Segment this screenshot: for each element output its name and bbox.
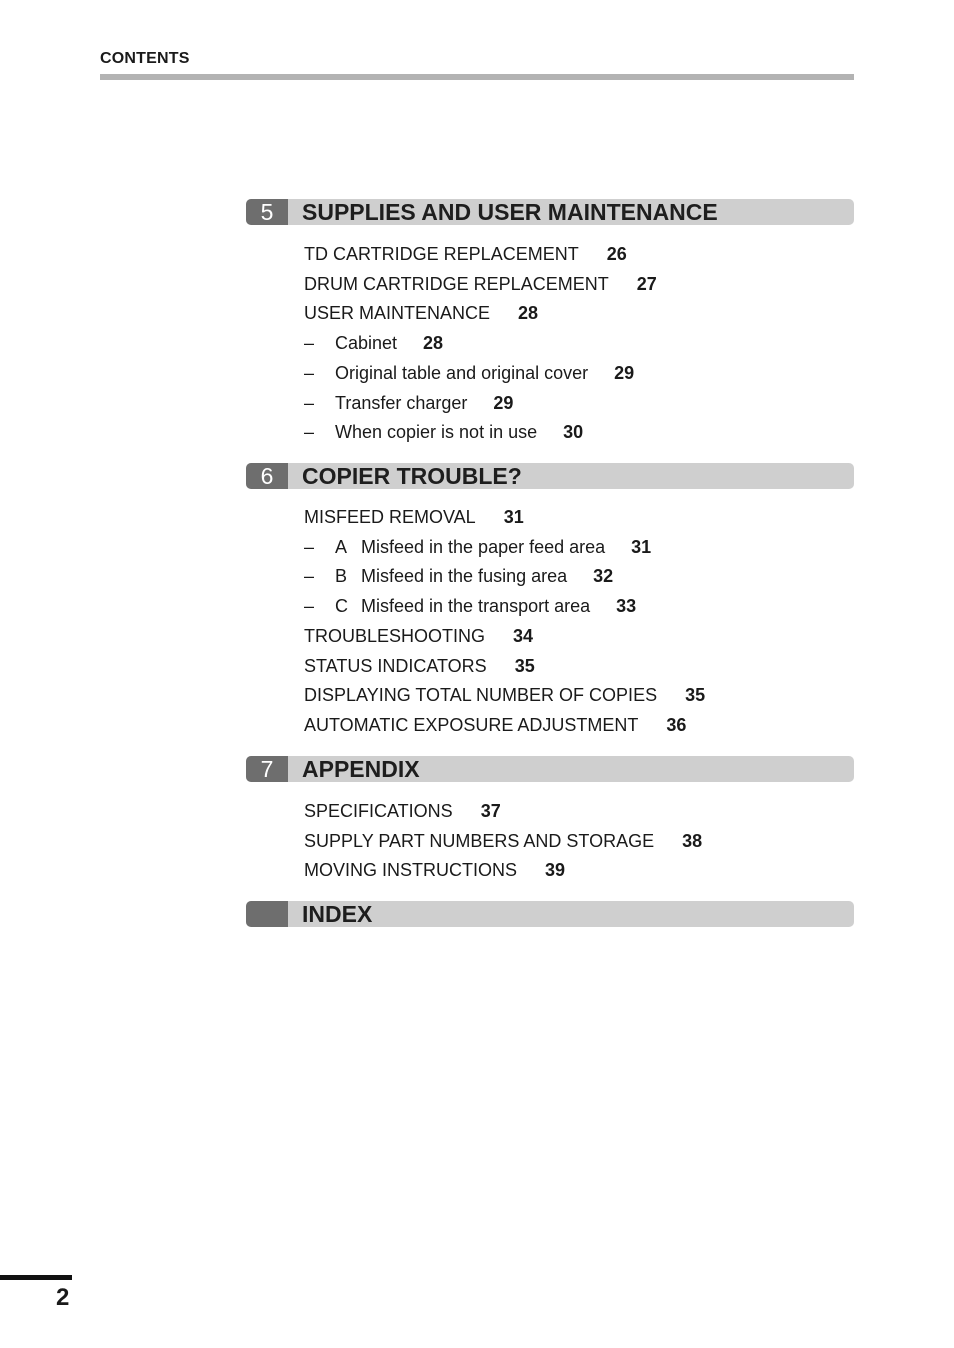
header-rule (100, 74, 854, 80)
toc-entry[interactable] (304, 362, 634, 384)
entry-page-number: 28 (518, 303, 539, 324)
entry-page-number: 31 (631, 536, 652, 557)
toc-entry[interactable] (304, 243, 627, 265)
entry-title: DRUM CARTRIDGE REPLACEMENT (304, 273, 609, 294)
running-header-label: CONTENTS (100, 50, 190, 67)
entry-dash: – (304, 362, 315, 383)
entry-page-number: 29 (493, 392, 514, 413)
entry-dash: – (304, 392, 315, 413)
toc-entry[interactable] (304, 800, 501, 822)
entry-page-number: 26 (606, 244, 627, 264)
entry-letter: C (335, 596, 348, 617)
section-number: 6 (246, 463, 288, 489)
entry-title: MOVING INSTRUCTIONS (304, 860, 518, 881)
section-number (246, 901, 288, 927)
entry-title: SUPPLY PART NUMBERS AND STORAGE (304, 830, 655, 851)
footer-rule (0, 1275, 72, 1280)
section-header-bar (246, 756, 854, 782)
entry-letter: B (335, 566, 348, 587)
entry-title: DISPLAYING TOTAL NUMBER OF COPIES (304, 685, 658, 706)
section-title: COPIER TROUBLE? (302, 463, 522, 489)
entry-page-number: 29 (614, 362, 635, 383)
entry-title: MISFEED REMOVAL (304, 507, 476, 527)
toc-entry[interactable] (304, 830, 702, 852)
toc-entry[interactable] (304, 332, 443, 354)
page-number: 2 (56, 1284, 70, 1311)
toc-entry[interactable] (304, 714, 686, 736)
section-number: 7 (246, 756, 288, 782)
entry-title: USER MAINTENANCE (304, 303, 491, 324)
entry-dash: – (304, 422, 315, 443)
entry-page-number: 36 (666, 714, 687, 735)
entry-title: Transfer charger (335, 392, 468, 413)
entry-dash: – (304, 596, 315, 617)
toc-entry[interactable] (304, 684, 705, 706)
toc-entry[interactable] (304, 565, 613, 587)
entry-page-number: 38 (682, 830, 703, 851)
entry-dash: – (304, 536, 315, 557)
section-title: INDEX (302, 901, 373, 927)
toc-entry[interactable] (304, 536, 651, 558)
section-header-bar (246, 463, 854, 489)
toc-entry[interactable] (304, 506, 524, 528)
entry-title: Cabinet (335, 333, 398, 354)
entry-dash: – (304, 333, 315, 354)
section-header-bar (246, 199, 854, 225)
toc-entry[interactable] (304, 595, 636, 617)
toc-entry[interactable] (304, 859, 565, 881)
entry-page-number: 27 (636, 273, 657, 294)
entry-title: Misfeed in the paper feed area (361, 536, 606, 557)
entry-title: AUTOMATIC EXPOSURE ADJUSTMENT (304, 714, 639, 735)
entry-page-number: 37 (480, 801, 501, 821)
entry-page-number: 35 (514, 655, 535, 676)
entry-title: TROUBLESHOOTING (304, 625, 486, 646)
entry-title: Misfeed in the fusing area (361, 566, 568, 587)
entry-title: When copier is not in use (335, 422, 538, 443)
entry-page-number: 28 (423, 333, 444, 354)
entry-title: Original table and original cover (335, 362, 589, 383)
section-title: SUPPLIES AND USER MAINTENANCE (302, 199, 718, 225)
entry-page-number: 39 (545, 860, 566, 881)
toc-entry[interactable] (304, 421, 583, 443)
entry-title: STATUS INDICATORS (304, 655, 487, 676)
toc-entry[interactable] (304, 392, 513, 414)
entry-page-number: 30 (563, 422, 584, 443)
entry-page-number: 31 (503, 507, 524, 527)
toc-entry[interactable] (304, 302, 538, 324)
entry-dash: – (304, 566, 315, 587)
entry-page-number: 34 (513, 625, 534, 646)
section-number: 5 (246, 199, 288, 225)
section-title: APPENDIX (302, 756, 420, 782)
toc-entry[interactable] (304, 625, 533, 647)
entry-page-number: 32 (593, 566, 614, 587)
entry-title: Misfeed in the transport area (361, 596, 591, 617)
entry-page-number: 33 (616, 596, 637, 617)
entry-title: SPECIFICATIONS (304, 801, 453, 821)
toc-entry[interactable] (304, 655, 535, 677)
entry-page-number: 35 (685, 685, 706, 706)
toc-entry[interactable] (304, 273, 657, 295)
entry-letter: A (335, 536, 348, 557)
entry-title: TD CARTRIDGE REPLACEMENT (304, 244, 579, 264)
section-header-bar (246, 901, 854, 927)
